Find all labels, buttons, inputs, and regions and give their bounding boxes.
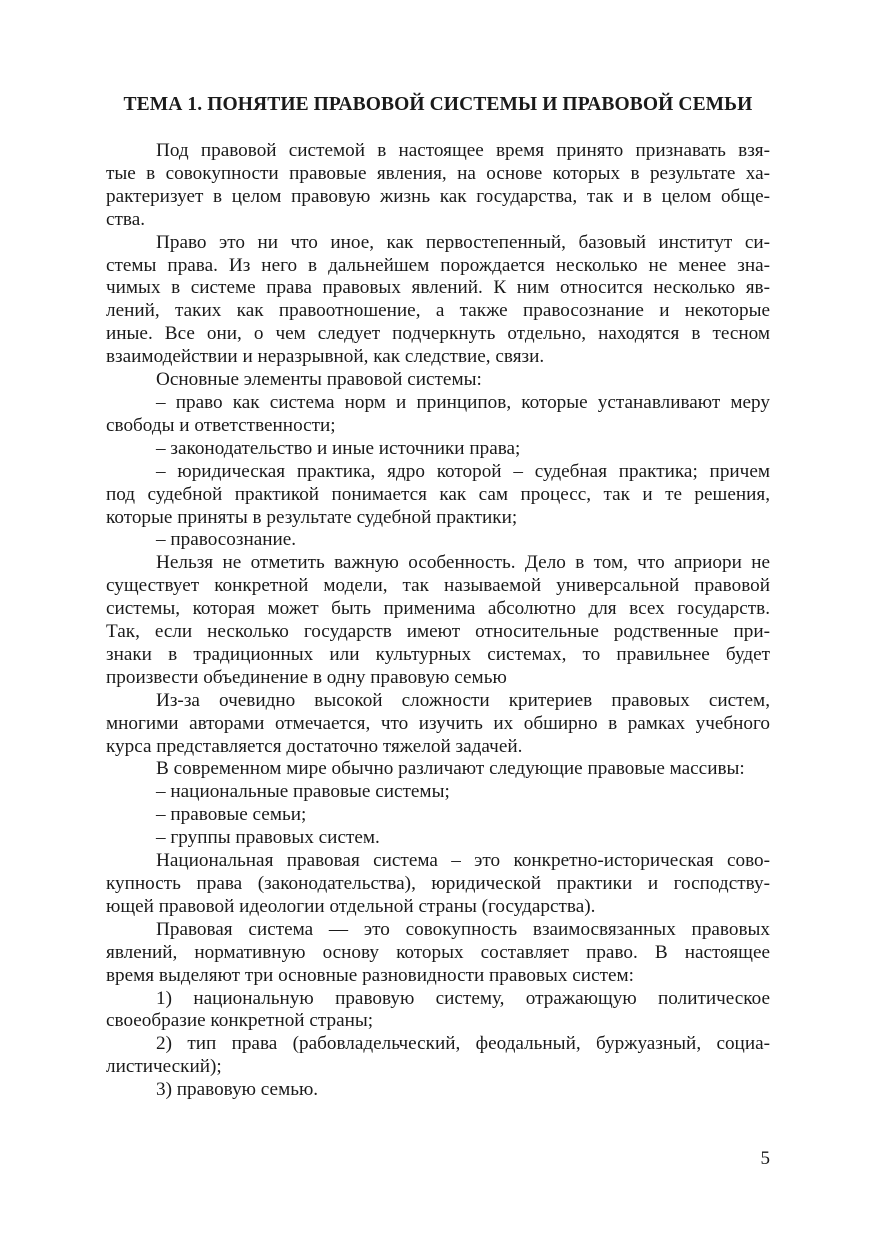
text-line: произвести объединение в одну правовую семью: [106, 666, 507, 688]
list-item: [106, 529, 770, 552]
text-line: Из-за очевидно высокой сложности критериев правовых систем,: [156, 689, 770, 711]
text-line: явлений, нормативную основу которых составляет право. В настоящее: [106, 941, 770, 963]
body-text: [106, 140, 770, 1102]
list-item: [106, 392, 770, 438]
paragraph: [106, 758, 770, 781]
text-line: – законодательство и иные источники права;: [156, 437, 521, 459]
text-line: Под правовой системой в настоящее время принято признавать взя-: [156, 140, 770, 161]
text-line: Право это ни что иное, как первостепенный, базовый институт си-: [156, 231, 770, 253]
text-line: – правосознание.: [156, 529, 297, 551]
text-line: время выделяют три основные разновидности правовых систем:: [106, 964, 634, 986]
text-line: многими авторами отмечается, что изучить их обширно в рамках учебного: [106, 712, 770, 734]
text-line: 2) тип права (рабовладельческий, феодальный, буржуазный, социа-: [156, 1033, 770, 1055]
text-line: – юридическая практика, ядро которой – судебная практика; причем: [156, 460, 770, 482]
text-line: которые приняты в результате судебной практики;: [106, 506, 518, 528]
paragraph: [106, 369, 770, 392]
list-item: [106, 988, 770, 1034]
text-line: ства.: [106, 208, 146, 230]
text-line: рактеризует в целом правовую жизнь как государства, так и в целом обще-: [106, 185, 770, 207]
text-line: – правовые семьи;: [156, 804, 307, 826]
text-line: лений, таких как правоотношение, а также правосознание и некоторые: [106, 300, 770, 322]
list-item: [106, 1079, 770, 1102]
page-title: ТЕМА 1. ПОНЯТИЕ ПРАВОВОЙ СИСТЕМЫ И ПРАВОВОЙ СЕМЬИ: [123, 94, 753, 115]
text-line: Так, если несколько государств имеют относительные родственные при-: [106, 621, 770, 643]
paragraph: [106, 850, 770, 919]
text-line: купность права (законодательства), юридической практики и господству-: [106, 873, 770, 894]
text-line: Национальная правовая система – это конкретно-историческая сово-: [156, 850, 770, 872]
text-line: под судебной практикой понимается как сам процесс, так и те решения,: [106, 483, 770, 505]
text-line: листический);: [106, 1056, 222, 1078]
text-line: системы, которая может быть применима абсолютно для всех государств.: [106, 598, 770, 620]
text-line: существует конкретной модели, так называемой универсальной правовой: [106, 575, 770, 597]
paragraph: [106, 919, 770, 988]
paragraph: [106, 140, 770, 232]
paragraph: [106, 552, 770, 689]
text-line: Нельзя не отметить важную особенность. Дело в том, что априори не: [156, 552, 770, 574]
list-item: [106, 438, 770, 461]
text-line: – право как система норм и принципов, которые устанавливают меру: [156, 391, 770, 413]
text-line: свободы и ответственности;: [106, 414, 336, 436]
text-line: знаки в традиционных или культурных системах, то правильнее будет: [106, 643, 770, 665]
text-line: 1) национальную правовую систему, отражающую политическое: [156, 987, 770, 1009]
text-line: – группы правовых систем.: [156, 827, 380, 849]
text-line: ющей правовой идеологии отдельной страны (государства).: [106, 895, 596, 917]
text-line: Основные элементы правовой системы:: [156, 369, 482, 391]
text-line: стемы права. Из него в дальнейшем порождается несколько не менее зна-: [106, 254, 770, 276]
list-item: [106, 1033, 770, 1079]
paragraph: [106, 232, 770, 369]
text-line: – национальные правовые системы;: [156, 781, 450, 803]
text-line: иные. Все они, о чем следует подчеркнуть отдельно, находятся в тесном: [106, 323, 770, 345]
list-item: [106, 827, 770, 850]
text-line: своеобразие конкретной страны;: [106, 1010, 374, 1032]
text-line: Правовая система — это совокупность взаимосвязанных правовых: [156, 918, 770, 940]
list-item: [106, 781, 770, 804]
list-item: [106, 804, 770, 827]
list-item: [106, 461, 770, 530]
page-number: 5: [760, 1148, 770, 1169]
paragraph: [106, 690, 770, 759]
text-line: курса представляется достаточно тяжелой задачей.: [106, 735, 523, 757]
text-line: В современном мире обычно различают следующие правовые массивы:: [156, 758, 745, 780]
text-line: тые в совокупности правовые явления, на основе которых в результате ха-: [106, 162, 770, 184]
text-line: взаимодействии и неразрывной, как следствие, связи.: [106, 346, 545, 368]
text-line: 3) правовую семью.: [156, 1079, 319, 1101]
text-line: чимых в системе права правовых явлений. К ним относится несколько яв-: [106, 277, 770, 299]
